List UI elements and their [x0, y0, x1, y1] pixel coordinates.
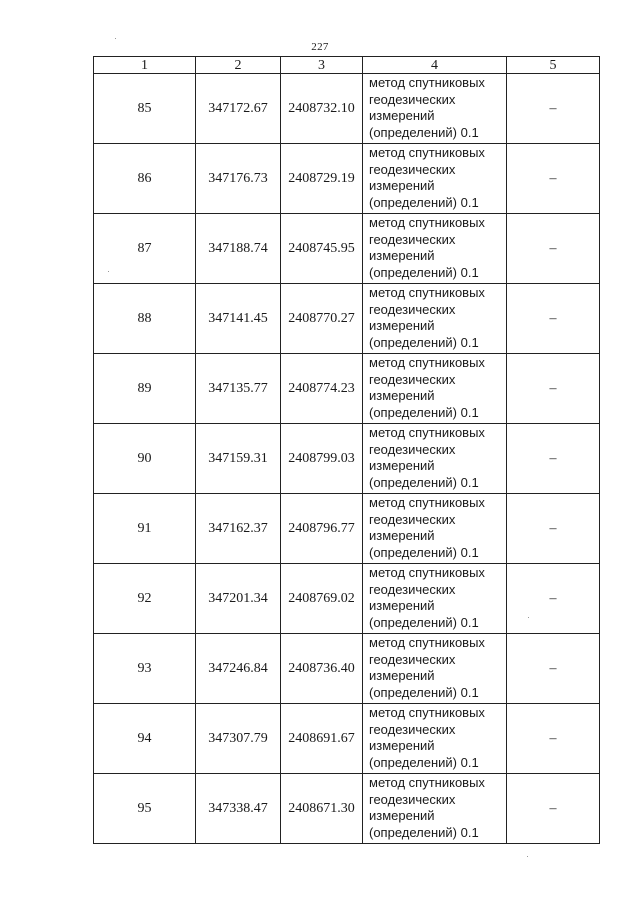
- method-text-line: измерений: [369, 738, 435, 754]
- note-cell: –: [507, 424, 600, 494]
- note-cell: –: [507, 564, 600, 634]
- method-text-line: (определений) 0.1: [369, 335, 479, 351]
- method-text-line: геодезических: [369, 371, 456, 387]
- column-header-4: 4: [363, 57, 507, 74]
- method-text-line: (определений) 0.1: [369, 825, 479, 841]
- table-row: [94, 634, 600, 704]
- column-header-5: 5: [507, 57, 600, 74]
- x-coordinate-cell: 347172.67: [196, 74, 281, 144]
- method-cell: [363, 774, 507, 844]
- column-header-3: 3: [281, 57, 363, 74]
- x-coordinate-cell: 347338.47: [196, 774, 281, 844]
- method-text-line: геодезических: [369, 161, 456, 177]
- method-text-line: измерений: [369, 528, 435, 544]
- y-coordinate-cell: 2408774.23: [281, 354, 363, 424]
- method-cell: [363, 354, 507, 424]
- x-coordinate-cell: 347176.73: [196, 144, 281, 214]
- point-number-cell: 95: [94, 774, 196, 844]
- method-text-line: метод спутниковых: [369, 285, 485, 300]
- table-header-row: [94, 57, 600, 74]
- method-text-line: (определений) 0.1: [369, 545, 479, 561]
- page-number: 227: [311, 41, 329, 53]
- method-cell: [363, 494, 507, 564]
- coordinates-table: [93, 56, 600, 844]
- method-text-line: метод спутниковых: [369, 425, 485, 440]
- x-coordinate-cell: 347188.74: [196, 214, 281, 284]
- y-coordinate-cell: 2408671.30: [281, 774, 363, 844]
- point-number-cell: 85: [94, 74, 196, 144]
- scan-speck: [527, 856, 528, 857]
- method-text-line: измерений: [369, 388, 435, 404]
- y-coordinate-cell: 2408769.02: [281, 564, 363, 634]
- method-text-line: метод спутниковых: [369, 355, 485, 370]
- point-number-cell: 90: [94, 424, 196, 494]
- method-cell: [363, 424, 507, 494]
- method-text-line: измерений: [369, 458, 435, 474]
- point-number-cell: 93: [94, 634, 196, 704]
- table-row: [94, 494, 600, 564]
- y-coordinate-cell: 2408796.77: [281, 494, 363, 564]
- method-text-line: (определений) 0.1: [369, 475, 479, 491]
- method-text-line: геодезических: [369, 231, 456, 247]
- method-text-line: геодезических: [369, 651, 456, 667]
- table-row: [94, 704, 600, 774]
- method-text-line: метод спутниковых: [369, 565, 485, 580]
- table-body: [94, 74, 600, 844]
- method-cell: [363, 634, 507, 704]
- method-text-line: измерений: [369, 598, 435, 614]
- table-row: [94, 284, 600, 354]
- table-row: [94, 564, 600, 634]
- point-number-cell: 88: [94, 284, 196, 354]
- method-cell: [363, 74, 507, 144]
- note-cell: –: [507, 494, 600, 564]
- method-text-line: измерений: [369, 808, 435, 824]
- point-number-cell: 94: [94, 704, 196, 774]
- point-number-cell: 89: [94, 354, 196, 424]
- y-coordinate-cell: 2408799.03: [281, 424, 363, 494]
- table-row: [94, 214, 600, 284]
- y-coordinate-cell: 2408691.67: [281, 704, 363, 774]
- method-text-line: (определений) 0.1: [369, 265, 479, 281]
- method-cell: [363, 564, 507, 634]
- method-text-line: измерений: [369, 178, 435, 194]
- x-coordinate-cell: 347141.45: [196, 284, 281, 354]
- table-row: [94, 424, 600, 494]
- point-number-cell: 92: [94, 564, 196, 634]
- note-cell: –: [507, 214, 600, 284]
- method-text-line: (определений) 0.1: [369, 755, 479, 771]
- table-row: [94, 74, 600, 144]
- scan-speck: [115, 38, 116, 39]
- y-coordinate-cell: 2408729.19: [281, 144, 363, 214]
- method-text-line: метод спутниковых: [369, 145, 485, 160]
- point-number-cell: 86: [94, 144, 196, 214]
- method-text-line: геодезических: [369, 441, 456, 457]
- column-header-1: 1: [94, 57, 196, 74]
- point-number-cell: 91: [94, 494, 196, 564]
- method-text-line: метод спутниковых: [369, 775, 485, 790]
- method-cell: [363, 284, 507, 354]
- note-cell: –: [507, 774, 600, 844]
- scan-speck: [108, 271, 109, 272]
- table-row: [94, 774, 600, 844]
- method-text-line: (определений) 0.1: [369, 195, 479, 211]
- method-text-line: (определений) 0.1: [369, 685, 479, 701]
- note-cell: –: [507, 284, 600, 354]
- note-cell: –: [507, 634, 600, 704]
- method-text-line: метод спутниковых: [369, 215, 485, 230]
- method-cell: [363, 704, 507, 774]
- method-cell: [363, 144, 507, 214]
- x-coordinate-cell: 347135.77: [196, 354, 281, 424]
- method-text-line: геодезических: [369, 721, 456, 737]
- y-coordinate-cell: 2408732.10: [281, 74, 363, 144]
- method-text-line: (определений) 0.1: [369, 125, 479, 141]
- method-text-line: геодезических: [369, 511, 456, 527]
- method-text-line: (определений) 0.1: [369, 615, 479, 631]
- scan-speck: [528, 617, 529, 618]
- method-text-line: метод спутниковых: [369, 75, 485, 90]
- method-text-line: измерений: [369, 248, 435, 264]
- point-number-cell: 87: [94, 214, 196, 284]
- y-coordinate-cell: 2408736.40: [281, 634, 363, 704]
- y-coordinate-cell: 2408770.27: [281, 284, 363, 354]
- column-header-2: 2: [196, 57, 281, 74]
- method-text-line: геодезических: [369, 301, 456, 317]
- method-cell: [363, 214, 507, 284]
- x-coordinate-cell: 347201.34: [196, 564, 281, 634]
- note-cell: –: [507, 704, 600, 774]
- method-text-line: геодезических: [369, 791, 456, 807]
- method-text-line: метод спутниковых: [369, 635, 485, 650]
- x-coordinate-cell: 347159.31: [196, 424, 281, 494]
- table-row: [94, 354, 600, 424]
- method-text-line: метод спутниковых: [369, 495, 485, 510]
- note-cell: –: [507, 144, 600, 214]
- method-text-line: геодезических: [369, 581, 456, 597]
- method-text-line: (определений) 0.1: [369, 405, 479, 421]
- method-text-line: измерений: [369, 668, 435, 684]
- method-text-line: геодезических: [369, 91, 456, 107]
- note-cell: –: [507, 74, 600, 144]
- y-coordinate-cell: 2408745.95: [281, 214, 363, 284]
- method-text-line: измерений: [369, 108, 435, 124]
- x-coordinate-cell: 347246.84: [196, 634, 281, 704]
- method-text-line: метод спутниковых: [369, 705, 485, 720]
- note-cell: –: [507, 354, 600, 424]
- x-coordinate-cell: 347162.37: [196, 494, 281, 564]
- table-row: [94, 144, 600, 214]
- x-coordinate-cell: 347307.79: [196, 704, 281, 774]
- method-text-line: измерений: [369, 318, 435, 334]
